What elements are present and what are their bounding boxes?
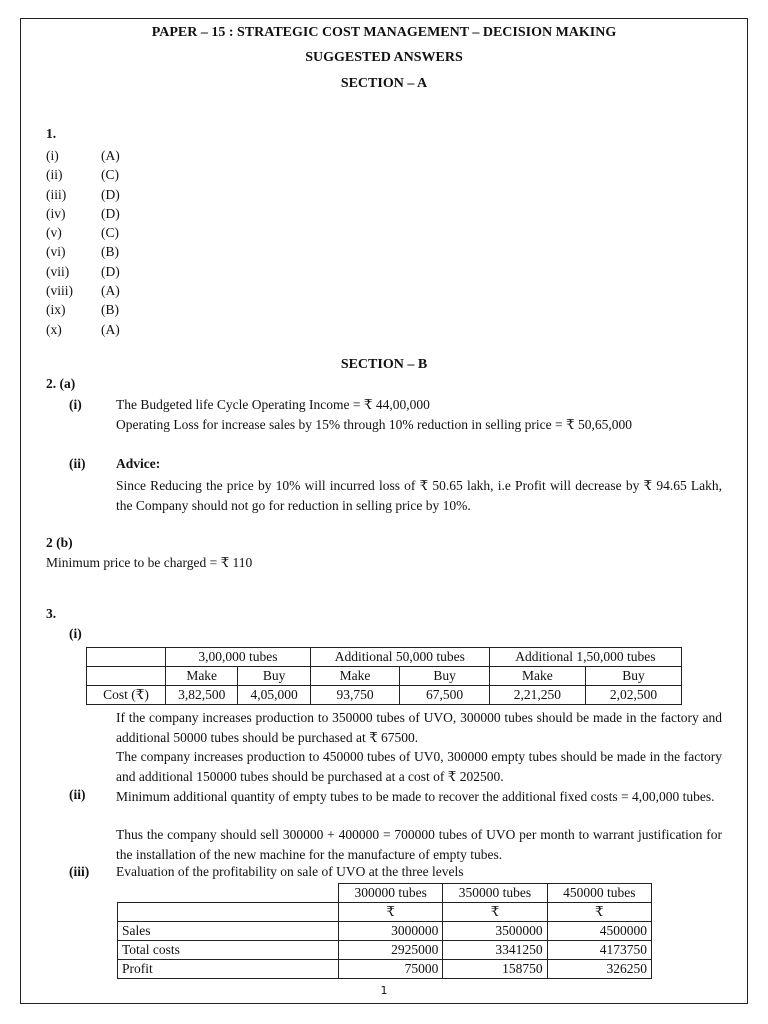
answer-option: (A)	[101, 283, 120, 299]
table-cell: 3341250	[443, 941, 547, 960]
currency-symbol: ₹	[443, 903, 547, 922]
answer-option: (A)	[101, 321, 120, 337]
table-cell: 4500000	[547, 922, 651, 941]
table-cell: 2,21,250	[489, 686, 585, 705]
q3-iii-text: Evaluation of the profitability on sale of UVO at the three levels	[116, 864, 464, 879]
answer-option: (D)	[101, 205, 120, 221]
table-header: 450000 tubes	[547, 884, 651, 903]
q1-label: 1.	[46, 126, 57, 141]
currency-symbol: ₹	[547, 903, 651, 922]
answer-option: (B)	[101, 302, 119, 318]
table-cell: 2,02,500	[585, 686, 681, 705]
answer-option: (D)	[101, 186, 120, 202]
table-cell: 3000000	[339, 922, 443, 941]
table-header-row	[118, 884, 652, 903]
answer-number: (ix)	[46, 302, 66, 318]
table-cell	[118, 903, 339, 922]
answer-option: (A)	[101, 148, 120, 163]
table-header-row	[87, 648, 682, 667]
answer-row	[46, 204, 196, 223]
table-cell: 3,82,500	[166, 686, 238, 705]
answer-row	[46, 300, 196, 319]
answer-row	[46, 242, 196, 261]
q2a-label: 2. (a)	[46, 376, 76, 391]
table-header: 3,00,000 tubes	[166, 648, 311, 667]
table-cell: 4173750	[547, 941, 651, 960]
q3-i-label: (i)	[69, 626, 82, 641]
answer-row	[46, 146, 196, 165]
table-header: Make	[489, 667, 585, 686]
answer-number: (x)	[46, 321, 62, 337]
answer-number: (v)	[46, 225, 62, 241]
q2a-i-line1: The Budgeted life Cycle Operating Income = ₹ 44,00,000	[116, 397, 430, 412]
answer-row	[46, 185, 196, 204]
table-row-label: Cost (₹)	[87, 686, 166, 705]
answer-number: (viii)	[46, 283, 73, 299]
table-header: Buy	[238, 667, 310, 686]
currency-symbol: ₹	[339, 903, 443, 922]
answer-option: (B)	[101, 244, 119, 260]
advice-label: Advice:	[116, 456, 161, 471]
answer-option: (D)	[101, 263, 120, 279]
answer-number: (vii)	[46, 263, 70, 279]
table-row-label: Total costs	[118, 941, 339, 960]
table-cell: 4,05,000	[238, 686, 310, 705]
q3-i-paragraph-1: If the company increases production to 350000 tubes of UVO, 300000 tubes should be made in the factory and additional 50000 tubes should be purchased at ₹ 67500.	[116, 710, 722, 745]
table-cell: 158750	[443, 960, 547, 979]
table-cell	[118, 884, 339, 903]
table-header: Make	[166, 667, 238, 686]
table-currency-row	[118, 903, 652, 922]
answer-row	[46, 262, 196, 281]
table-cell: 93,750	[310, 686, 400, 705]
table-header: 350000 tubes	[443, 884, 547, 903]
answer-row	[46, 281, 196, 300]
table-header: Make	[310, 667, 400, 686]
paper-subtitle: SUGGESTED ANSWERS	[305, 50, 463, 65]
advice-text: Since Reducing the price by 10% will incurred loss of ₹ 50.65 lakh, i.e Profit will decrease by ₹ 94.65 Lakh, the Company should not go for reduction in selling price by 10%.	[116, 478, 722, 513]
table-header: Buy	[585, 667, 681, 686]
table-row-label: Profit	[118, 960, 339, 979]
q3-iii-label: (iii)	[69, 864, 90, 879]
q3-ii-label: (ii)	[69, 787, 86, 802]
answer-row	[46, 165, 196, 184]
table-cell: 326250	[547, 960, 651, 979]
q3-label: 3.	[46, 606, 57, 621]
table-cell: 67,500	[400, 686, 490, 705]
table-row	[118, 941, 652, 960]
q3-ii-paragraph-2: Thus the company should sell 300000 + 400000 = 700000 tubes of UVO per month to warrant justification for the installation of the new machine for the manufacture of empty tubes.	[116, 827, 722, 862]
answer-row	[46, 320, 196, 339]
q3-i-paragraph-2: The company increases production to 450000 tubes of UV0, 300000 empty tubes should be made in the factory and additional 150000 tubes should be purchased at a cost of ₹ 202500.	[116, 749, 722, 784]
section-a-heading: SECTION – A	[340, 76, 428, 91]
table-row-label: Sales	[118, 922, 339, 941]
table-header: Additional 1,50,000 tubes	[489, 648, 681, 667]
table-cell	[87, 667, 166, 686]
table-row	[118, 922, 652, 941]
table-header: Additional 50,000 tubes	[310, 648, 489, 667]
q2b-text: Minimum price to be charged = ₹ 110	[46, 555, 253, 570]
table-cell: 3500000	[443, 922, 547, 941]
q2b-label: 2 (b)	[46, 535, 73, 550]
paper-title: PAPER – 15 : STRATEGIC COST MANAGEMENT – DECISION MAKING	[151, 25, 617, 40]
q2a-ii-label: (ii)	[69, 456, 86, 471]
section-b-heading: SECTION – B	[340, 357, 428, 372]
table-row	[118, 960, 652, 979]
q2a-i-line2: Operating Loss for increase sales by 15% through 10% reduction in selling price = ₹ 50,65,000	[116, 417, 632, 432]
table-row	[87, 686, 682, 705]
answer-row	[46, 223, 196, 242]
answer-number: (iv)	[46, 205, 66, 221]
table-cell	[87, 648, 166, 667]
answer-number: (ii)	[46, 167, 63, 183]
table-header: Buy	[400, 667, 490, 686]
table-cell: 75000	[339, 960, 443, 979]
answer-option: (C)	[101, 167, 119, 183]
table-cell: 2925000	[339, 941, 443, 960]
answer-number: (iii)	[46, 186, 67, 202]
profitability-table	[117, 883, 652, 979]
make-buy-cost-table	[86, 647, 682, 705]
page-number: 1	[380, 984, 388, 997]
answer-number: (vi)	[46, 244, 66, 260]
q3-ii-paragraph-1: Minimum additional quantity of empty tubes to be made to recover the additional fixed costs = 4,00,000 tubes.	[116, 789, 715, 804]
answer-option: (C)	[101, 225, 119, 241]
q1-answer-list	[46, 146, 196, 339]
q2a-i-label: (i)	[69, 397, 82, 412]
table-subheader-row	[87, 667, 682, 686]
table-header: 300000 tubes	[339, 884, 443, 903]
answer-number: (i)	[46, 148, 59, 163]
